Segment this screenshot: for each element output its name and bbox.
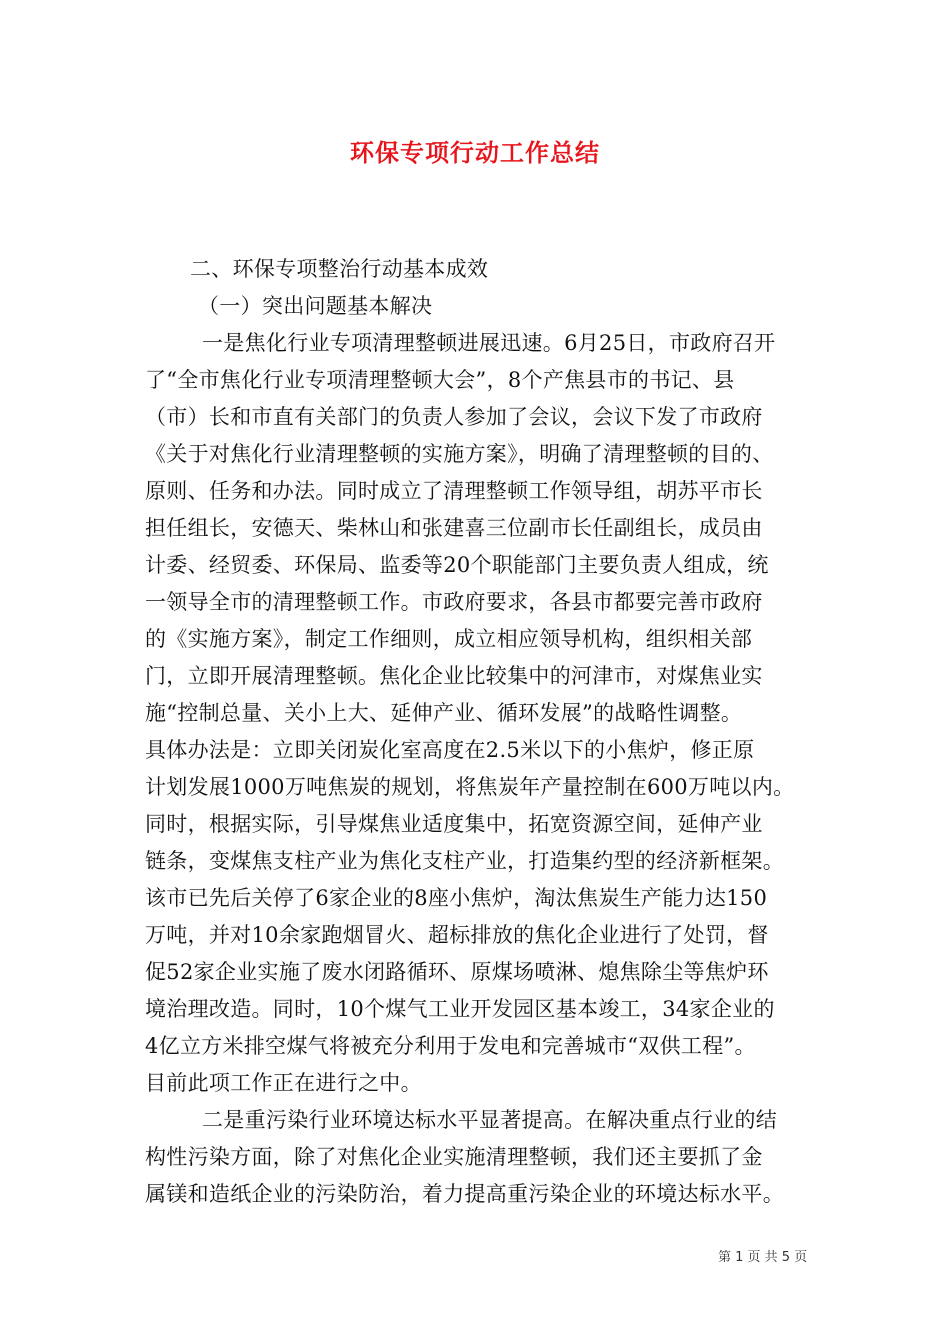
paragraph-line: 担任组长，安德天、柴林山和张建喜三位副市长任副组长，成员由	[145, 516, 763, 540]
paragraph-line: 促52家企业实施了废水闭路循环、原煤场喷淋、熄焦除尘等焦炉环	[145, 960, 769, 984]
section-heading: 二、环保专项整治行动基本成效	[190, 257, 489, 281]
paragraph-line: 门，立即开展清理整顿。焦化企业比较集中的河津市，对煤焦业实	[145, 664, 763, 688]
paragraph-line: 属镁和造纸企业的污染防治，着力提高重污染企业的环境达标水平。	[145, 1182, 784, 1206]
page-indicator: 第 1 页 共 5 页	[718, 1250, 808, 1265]
paragraph-line: 链条，变煤焦支柱产业为焦化支柱产业，打造集约型的经济新框架。	[145, 849, 784, 873]
paragraph-line: 4亿立方米排空煤气将被充分利用于发电和完善城市“双供工程”。	[145, 1034, 756, 1058]
paragraph-line: 计划发展1000万吨焦炭的规划，将焦炭年产量控制在600万吨以内。	[145, 775, 795, 799]
paragraph-line: 一领导全市的清理整顿工作。市政府要求，各县市都要完善市政府	[145, 590, 763, 614]
paragraph-line: 境治理改造。同时，10个煤气工业开发园区基本竣工，34家企业的	[145, 997, 775, 1021]
document-title: 环保专项行动工作总结	[350, 139, 600, 167]
paragraph-line: 《关于对焦化行业清理整顿的实施方案》，明确了清理整顿的目的、	[145, 442, 774, 466]
subsection-heading: （一）突出问题基本解决	[198, 294, 433, 318]
paragraph-line: 了“全市焦化行业专项清理整顿大会”，8个产焦县市的书记、县	[145, 368, 735, 392]
paragraph-line: 同时，根据实际，引导煤焦业适度集中，拓宽资源空间，延伸产业	[145, 812, 763, 836]
paragraph-line: 施“控制总量、关小上大、延伸产业、循环发展”的战略性调整。	[145, 701, 743, 725]
paragraph-line: 原则、任务和办法。同时成立了清理整顿工作领导组，胡苏平市长	[145, 479, 763, 503]
paragraph-line: 该市已先后关停了6家企业的8座小焦炉，淘汰焦炭生产能力达150	[145, 886, 768, 910]
paragraph-line: 一是焦化行业专项清理整顿进展迅速。6月25日，市政府召开	[202, 331, 776, 355]
paragraph-line: 的《实施方案》，制定工作细则，成立相应领导机构，组织相关部	[145, 627, 753, 651]
paragraph-line: （市）长和市直有关部门的负责人参加了会议，会议下发了市政府	[145, 405, 763, 429]
paragraph-line: 具体办法是：立即关闭炭化室高度在2.5米以下的小焦炉，修正原	[145, 738, 755, 762]
paragraph-line: 万吨，并对10余家跑烟冒火、超标排放的焦化企业进行了处罚，督	[145, 923, 769, 947]
paragraph-line: 计委、经贸委、环保局、监委等20个职能部门主要负责人组成，统	[145, 553, 769, 577]
paragraph-line: 二是重污染行业环境达标水平显著提高。在解决重点行业的结	[202, 1108, 778, 1132]
paragraph-line: 目前此项工作正在进行之中。	[145, 1071, 422, 1095]
paragraph-line: 构性污染方面，除了对焦化企业实施清理整顿，我们还主要抓了金	[145, 1145, 763, 1169]
